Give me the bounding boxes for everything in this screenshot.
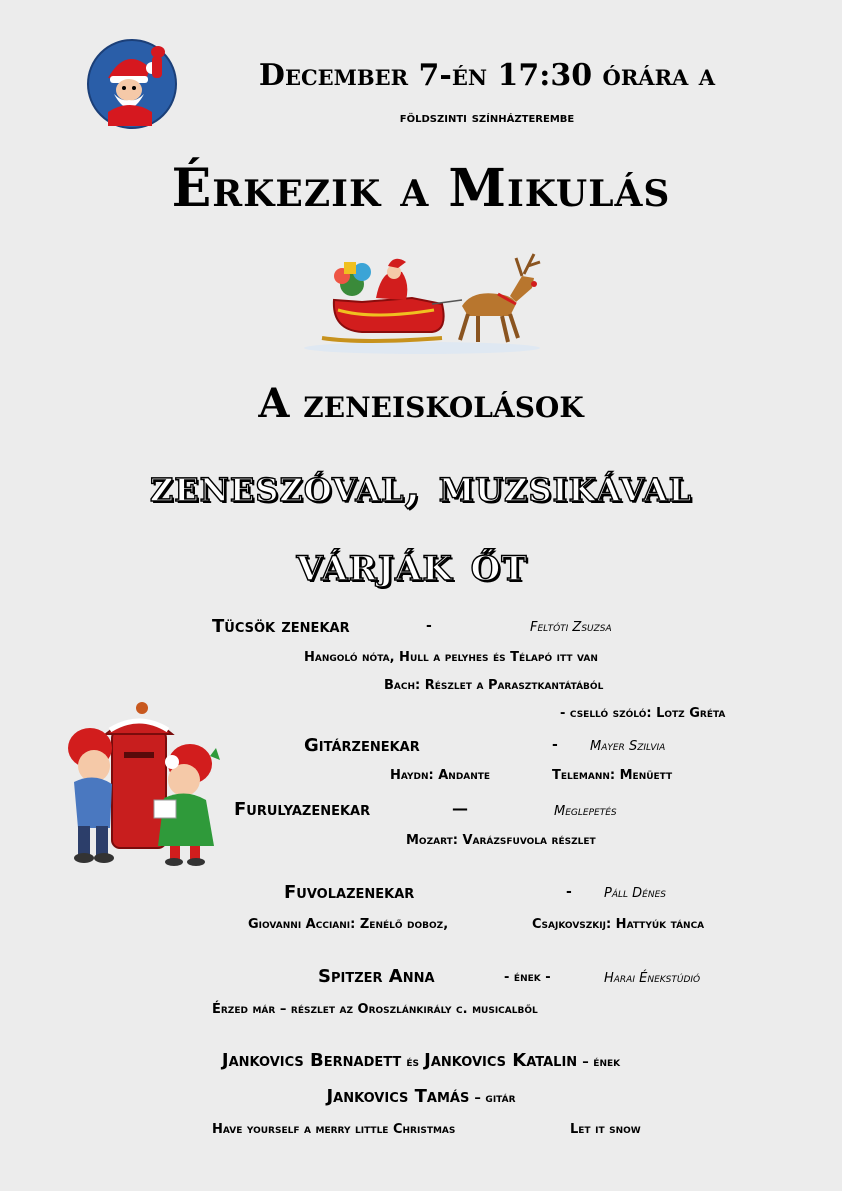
separator: - xyxy=(566,884,572,900)
subtitle-line-3: várják őt xyxy=(296,536,528,592)
performer-jankovics-tamas: Jankovics Tamás xyxy=(326,1086,470,1107)
sleigh-reindeer-icon xyxy=(302,244,546,356)
piece-fuvola-b: Csajkovszkij: Hattyúk tánca xyxy=(532,917,705,932)
children-mailbox-icon xyxy=(60,700,232,872)
group-gitar: Gitárzenekar xyxy=(304,735,420,756)
jankovics-line-1 xyxy=(0,1050,842,1071)
subtitle-line-1: A zeneiskolások xyxy=(258,380,584,427)
leader-tucsok: Feltóti Zsuzsa xyxy=(530,620,612,635)
group-tucsok: Tücsök zenekar xyxy=(212,616,350,637)
event-date-line: December 7-én 17:30 órára a xyxy=(258,58,716,93)
leader-gitar: Mayer Szilvia xyxy=(590,739,666,754)
studio-spitzer: Harai Énekstúdió xyxy=(604,971,701,986)
role-jankovics-1: – ének xyxy=(582,1055,621,1070)
pieces-tucsok-2: Bach: Részlet a Parasztkantátából xyxy=(384,678,604,693)
venue-line: földszinti színházterembe xyxy=(399,110,575,126)
piece-jankovics-a: Have yourself a merry little Christmas xyxy=(212,1122,456,1137)
separator: - xyxy=(552,737,558,753)
pieces-tucsok-1: Hangoló nóta, Hull a pelyhes és Télapó itt van xyxy=(304,650,598,665)
separator: - xyxy=(426,618,432,634)
performer-jankovics-bernadett: Jankovics Bernadett xyxy=(221,1050,402,1071)
pieces-tucsok-3: - cselló szóló: Lotz Gréta xyxy=(560,706,726,721)
role-spitzer: - ének - xyxy=(504,970,551,985)
leader-furulya: Meglepetés xyxy=(554,804,617,819)
piece-jankovics-b: Let it snow xyxy=(570,1122,641,1137)
piece-gitar-a: Haydn: Andante xyxy=(390,768,491,783)
and-word: és xyxy=(406,1055,420,1070)
performer-jankovics-katalin: Jankovics Katalin xyxy=(424,1050,578,1071)
performer-spitzer: Spitzer Anna xyxy=(318,966,435,987)
role-jankovics-2: – gitár xyxy=(474,1091,516,1106)
jankovics-line-2 xyxy=(0,1086,842,1107)
group-furulya: Furulyazenekar xyxy=(234,799,371,820)
page-title: Érkezik a Mikulás xyxy=(171,158,671,219)
subtitle-line-2: zeneszóval, muzsikával xyxy=(149,458,693,512)
pieces-furulya: Mozart: Varázsfuvola részlet xyxy=(406,833,596,848)
leader-fuvola: Páll Dénes xyxy=(604,886,666,901)
separator: — xyxy=(452,799,468,818)
piece-gitar-b: Telemann: Menüett xyxy=(552,768,673,783)
group-fuvola: Fuvolazenekar xyxy=(284,882,415,903)
piece-fuvola-a: Giovanni Acciani: Zenélő doboz, xyxy=(248,917,449,932)
pieces-spitzer: Érzed már – részlet az Oroszlánkirály c. musicalből xyxy=(212,1002,538,1017)
